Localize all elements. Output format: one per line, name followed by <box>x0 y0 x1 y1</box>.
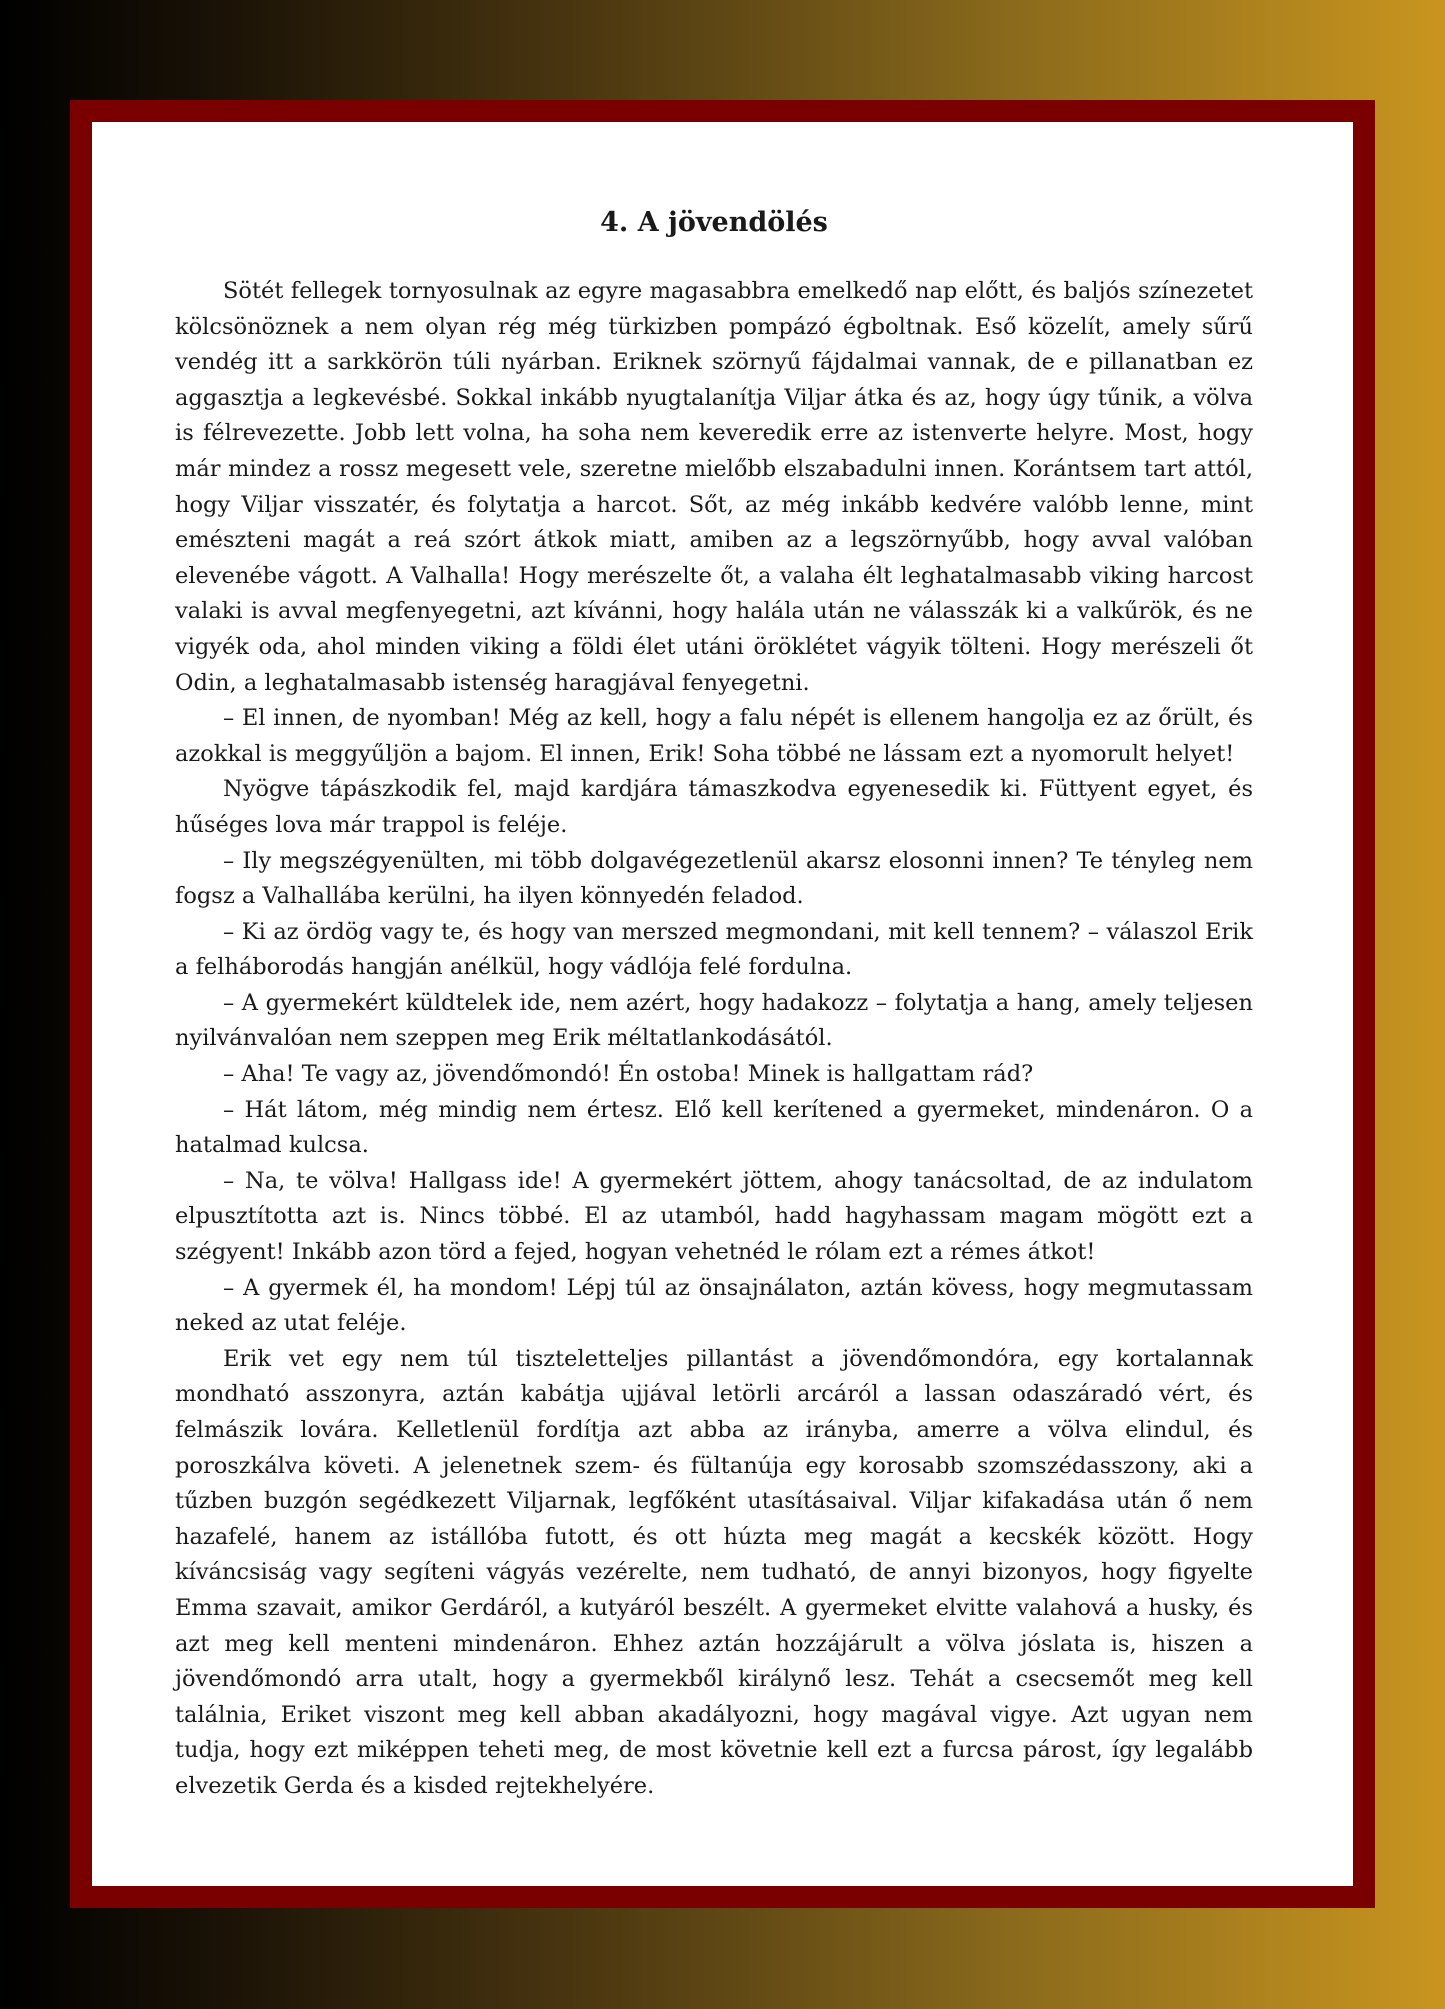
paragraph: – El innen, de nyomban! Még az kell, hogy a falu népét is ellenem hangolja ez az őrült, és azokkal is meggyűljön a bajom. El innen, Erik! Soha többé ne lássam ezt a nyomorult helyet! <box>175 705 1253 767</box>
paragraph: – Aha! Te vagy az, jövendőmondó! Én ostoba! Minek is hallgattam rád? <box>223 1061 1034 1088</box>
paragraph: Nyögve tápászkodik fel, majd kardjára támaszkodva egyenesedik ki. Füttyent egyet, és hűséges lova már trappol is feléje. <box>175 776 1253 838</box>
paragraph: – Hát látom, még mindig nem értesz. Elő kell kerítened a gyermeket, mindenáron. O a hatalmad kulcsa. <box>175 1096 1253 1159</box>
paragraph: – Ki az ördög vagy te, és hogy van merszed megmondani, mit kell tennem? – válaszol Erik a felháborodás hangján anélkül, hogy vádlója felé fordulna. <box>175 918 1253 981</box>
paragraph: Sötét fellegek tornyosulnak az egyre magasabbra emelkedő nap előtt, és baljós színezetet kölcsönöznek a nem olyan rég még türkizben pompázó égboltnak. Eső közelít, amely sűrű vendég itt a sarkkörön túli nyárban. Eriknek szörnyű fájdalmai vannak, de e pillanatban ez aggasztja a legkevésbé. Sokkal inkább nyugtalanítja Viljar átka és az, hogy úgy tűnik, a völva is félrevezette. Jobb lett volna, ha soha nem keveredik erre az istenverte helyre. Most, hogy már mindez a rossz megesett vele, szeretne mielőbb elszabadulni innen. Korántsem tart attól, hogy Viljar visszatér, és folytatja a harcot. Sőt, az még inkább kedvére valóbb lenne, mint emészteni magát a reá szórt átkok miatt, amiben az a legszörnyűbb, hogy avval valóban elevenébe vágott. A Valhalla! Hogy merészelte őt, a valaha élt leghatalmasabb viking harcost valaki is avval megfenyegetni, azt kívánni, hogy halála után ne válasszák ki a valkűrök, és ne vigyék oda, ahol minden viking a földi élet utáni öröklétet vágyik tölteni. Hogy merészeli őt Odin, a leghatalmasabb istenség haragjával fenyegetni. <box>175 278 1253 696</box>
paragraph: – A gyermek él, ha mondom! Lépj túl az önsajnálaton, aztán kövess, hogy megmutassam neked az utat feléje. <box>175 1274 1253 1337</box>
book-page <box>92 122 1353 1886</box>
paragraph: Erik vet egy nem túl tiszteletteljes pillantást a jövendőmondóra, egy kortalannak mondható asszonyra, aztán kabátja ujjával letörli arcáról a lassan odaszáradó vért, és felmászik lovára. Kelletlenül fordítja azt abba az irányba, amerre a völva elindul, és poroszkálva követi. A jelenetnek szem- és fültanúja egy korosabb szomszédasszony, aki a tűzben buzgón segédkezett Viljarnak, legfőként utasításaival. Viljar kifakadása után ő nem hazafelé, hanem az istállóba futott, és ott húzta meg magát a kecskék között. Hogy kíváncsiság vagy segíteni vágyás vezérelte, nem tudható, de annyi bizonyos, hogy figyelte Emma szavait, amikor Gerdáról, a kutyáról beszélt. A gyermeket elvitte valahová a husky, és azt meg kell menteni mindenáron. Ehhez aztán hozzájárult a völva jóslata is, hiszen a jövendőmondó arra utalt, hogy a gyermekből királynő lesz. Tehát a csecsemőt meg kell találnia, Eriket viszont meg kell abban akadályozni, hogy magával vigye. Azt ugyan nem tudja, hogy ezt miképpen teheti meg, de most követnie kell ezt a furcsa párost, így legalább elvezetik Gerda és a kisded rejtekhelyére. <box>175 1345 1253 1799</box>
paragraph: – A gyermekért küldtelek ide, nem azért, hogy hadakozz – folytatja a hang, amely teljesen nyilvánvalóan nem szeppen meg Erik méltatlankodásától. <box>175 989 1253 1052</box>
paragraph: – Ily megszégyenülten, mi több dolgavégezetlenül akarsz elosonni innen? Te tényleg nem fogsz a Valhallába kerülni, ha ilyen könnyedén feladod. <box>175 847 1253 910</box>
paragraph: – Na, te völva! Hallgass ide! A gyermekért jöttem, ahogy tanácsoltad, de az indulatom elpusztította azt is. Nincs többé. El az utamból, hadd hagyhassam magam mögött ezt a szégyent! Inkább azon törd a fejed, hogyan vehetnéd le rólam ezt a rémes átkot! <box>175 1167 1253 1266</box>
chapter-text <box>175 274 1253 1805</box>
chapter-title: 4. A jövendölés <box>600 207 828 238</box>
book-frame <box>70 100 1375 1908</box>
